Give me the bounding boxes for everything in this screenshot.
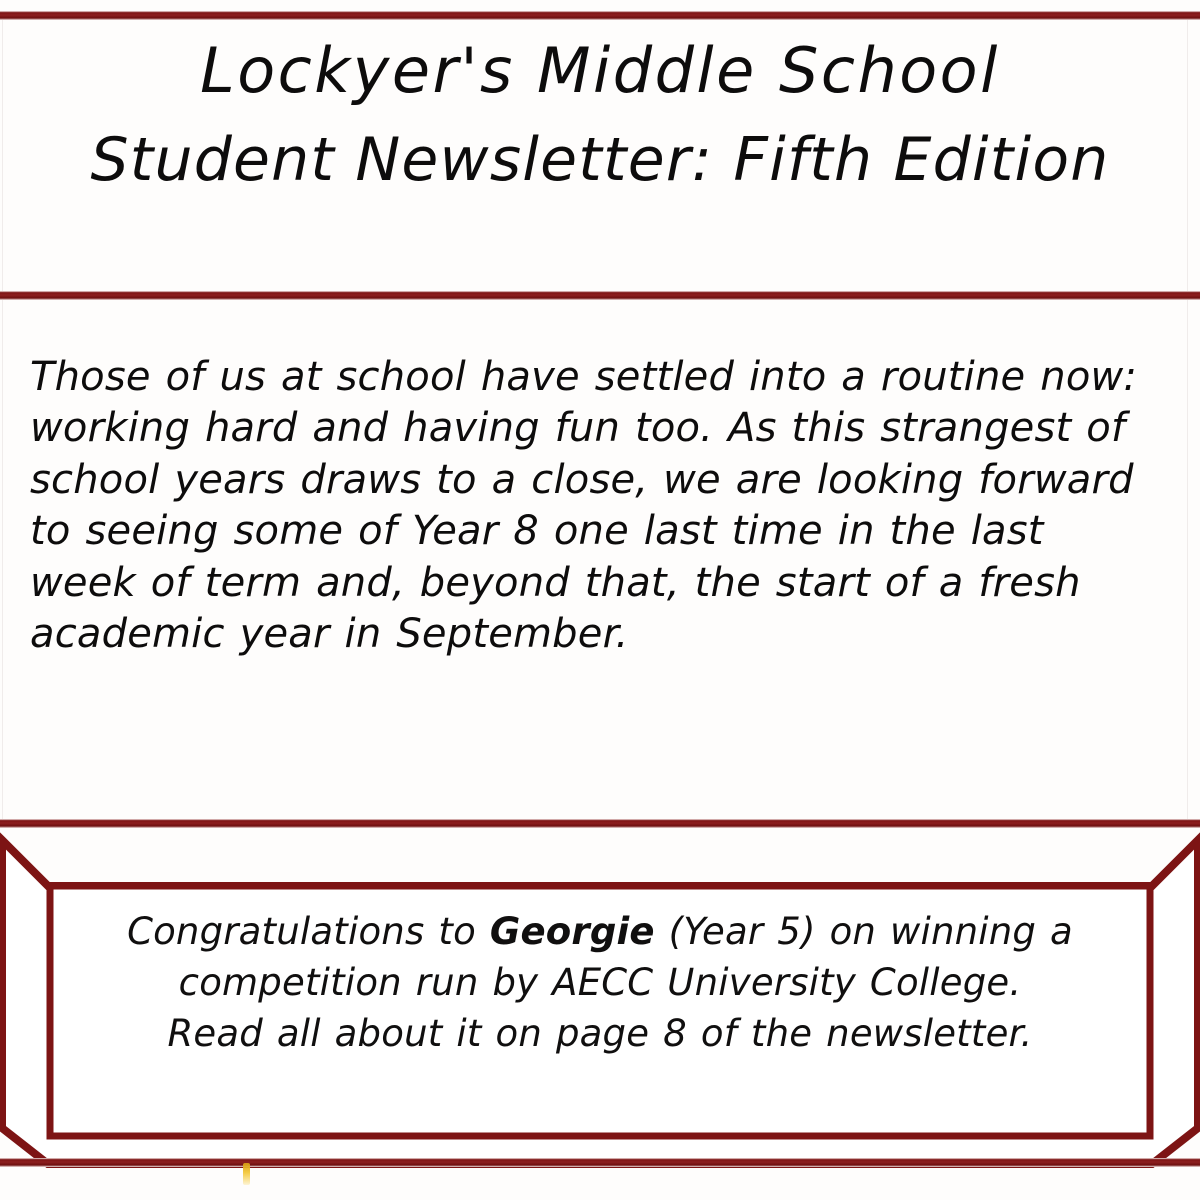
ribbon-line-3: Read all about it on page 8 of the newsletter. [167,1012,1033,1056]
announcement-ribbon [0,828,1200,1170]
school-name: Lockyer's Middle School [200,34,1000,107]
page-title: Student Newsletter: Fifth Edition [90,125,1110,196]
ribbon-line1-after: (Year 5) on winning a [654,910,1073,953]
bottom-divider-rule [0,1158,1200,1167]
intro-paragraph: Those of us at school have settled into a routine now: working hard and having fun too. As this strangest of school years draws to a close, we are looking forward to seeing some of Year 8 one last time in the last week of term and, beyond that, the start of a fresh academic year in September. [30,354,1138,657]
body-divider-rule [0,819,1200,828]
ribbon-message [60,906,1140,1059]
header-divider-rule [0,291,1200,300]
header-block [0,20,1200,291]
student-name: Georgie [489,910,655,953]
top-divider-rule [0,11,1200,20]
body-block [0,300,1200,819]
ribbon-line-2: competition run by AECC University College. [178,961,1022,1005]
ribbon-line-1 [60,906,1140,957]
ribbon-line1-before: Congratulations to [127,910,490,953]
yellow-accent-mark [243,1163,250,1185]
